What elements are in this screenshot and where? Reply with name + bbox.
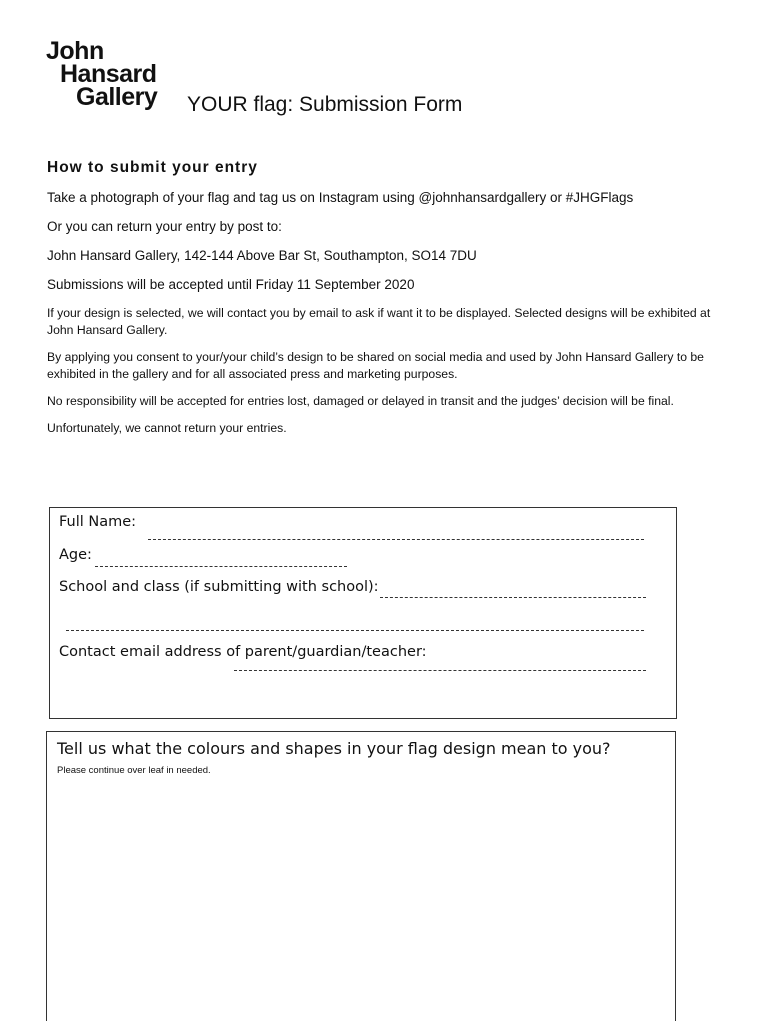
age-field[interactable] [95, 566, 347, 567]
return-note: Unfortunately, we cannot return your entries. [47, 421, 287, 435]
continue-note: Please continue over leaf in needed. [57, 765, 211, 776]
instructions-heading: How to submit your entry [47, 159, 258, 176]
details-form-box [49, 507, 677, 719]
full-name-field[interactable] [148, 539, 644, 540]
design-meaning-box[interactable] [46, 731, 676, 1021]
form-title: YOUR flag: Submission Form [187, 93, 463, 116]
school-field-line-2[interactable] [66, 630, 644, 631]
postal-address: John Hansard Gallery, 142-144 Above Bar St, Southampton, SO14 7DU [47, 248, 477, 263]
deadline-text: Submissions will be accepted until Friday 11 September 2020 [47, 277, 415, 292]
responsibility-note: No responsibility will be accepted for entries lost, damaged or delayed in transit and the judges’ decision will be final. [47, 394, 674, 408]
contact-email-label: Contact email address of parent/guardian/teacher: [59, 644, 427, 660]
consent-note: By applying you consent to your/your child’s design to be shared on social media and used by John Hansard Gallery to be exhibited in the gallery and for all associated press and marketing purposes. [47, 350, 704, 381]
contact-email-field[interactable] [234, 670, 646, 671]
logo-line-2: Hansard [60, 60, 157, 88]
age-label: Age: [59, 547, 92, 563]
logo-line-3: Gallery [76, 83, 158, 111]
gallery-logo [46, 37, 158, 111]
school-label: School and class (if submitting with school): [59, 579, 379, 595]
design-question: Tell us what the colours and shapes in your flag design mean to you? [57, 739, 611, 758]
school-field[interactable] [380, 597, 646, 598]
logo-line-1: John [46, 37, 104, 65]
full-name-label: Full Name: [59, 514, 137, 530]
instructions-section [47, 159, 737, 447]
instagram-instruction: Take a photograph of your flag and tag us on Instagram using @johnhansardgallery or #JHGFlags [47, 190, 634, 205]
selection-note: If your design is selected, we will contact you by email to ask if want it to be displayed. Selected designs will be exhibited at John Hansard Gallery. [47, 306, 711, 337]
post-instruction: Or you can return your entry by post to: [47, 219, 282, 234]
